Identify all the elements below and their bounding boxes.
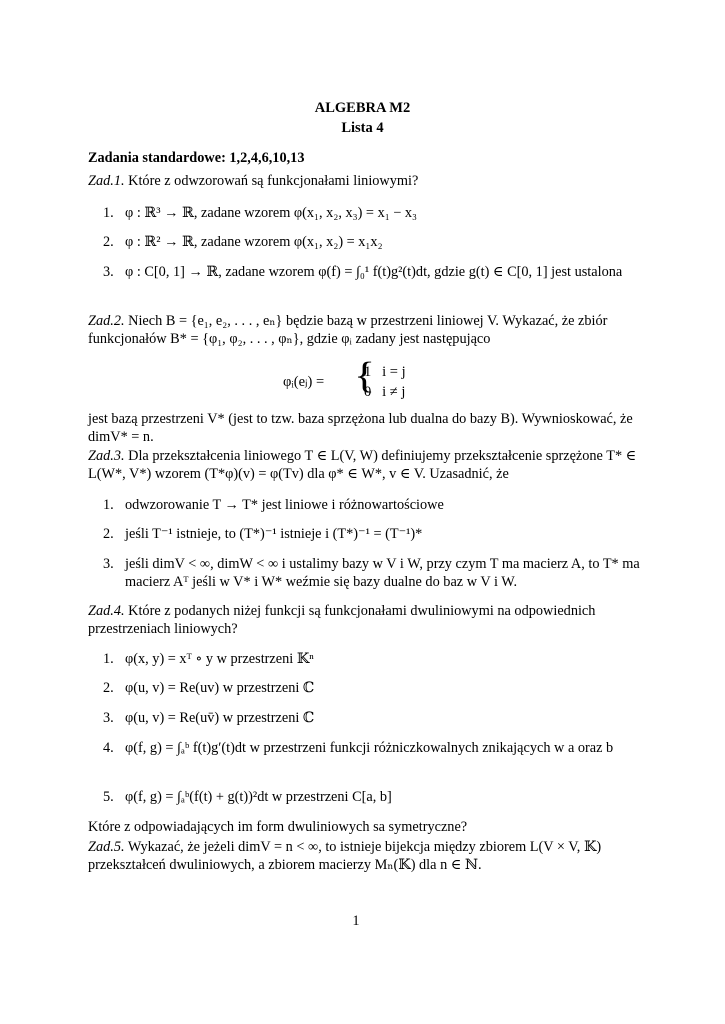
task-1-item-1 — [103, 205, 643, 223]
task-1-item-3 — [103, 264, 643, 282]
task-3-item-3 — [103, 556, 643, 592]
item-text: φ(f, g) = ∫ₐᵇ f(t)g′(t)dt w przestrzeni funkcji różniczkowalnych znikających w a oraz b — [125, 740, 614, 756]
item-number: 3. — [103, 264, 114, 280]
item-number: 1. — [103, 205, 114, 221]
task-1-text: Które z odwzorowań są funkcjonałami liniowymi? — [124, 173, 419, 189]
item-text: φ(f, g) = ∫ₐᵇ(f(t) + g(t))²dt w przestrzeni C[a, b] — [125, 789, 392, 805]
task-4-label: Zad.4. — [88, 603, 125, 619]
item-number: 1. — [103, 651, 114, 667]
task-5-label: Zad.5. — [88, 839, 125, 855]
task-4-item-5 — [103, 789, 643, 807]
item-text: φ(u, v) = Re(uv) w przestrzeni ℂ — [125, 680, 315, 696]
task-3-item-1 — [103, 497, 643, 515]
task-2-text: Niech B = {e₁, e₂, . . . , eₙ} będzie bazą w przestrzeni liniowej V. Wykazać, że zbiór funkcjonałów B* = {φ₁, φ₂, . . . , φₙ}, gdzie φᵢ zadany jest następująco — [88, 313, 608, 347]
task-1-label: Zad.1. — [88, 173, 125, 189]
task-2-intro — [88, 313, 648, 349]
item-number: 3. — [103, 556, 114, 572]
task-2-conclusion: jest bazą przestrzeni V* (jest to tzw. baza sprzężona lub dualna do bazy B). Wywnioskować, że dimV* = n. — [88, 411, 633, 445]
task-4-item-1 — [103, 651, 643, 669]
item-number: 4. — [103, 740, 114, 756]
task-4-intro — [88, 603, 648, 639]
item-text: odwzorowanie T → T* jest liniowe i różnowartościowe — [125, 497, 444, 513]
item-number: 1. — [103, 497, 114, 513]
standard-tasks-heading: Zadania standardowe: 1,2,4,6,10,13 — [88, 150, 305, 166]
task-5-text: Wykazać, że jeżeli dimV = n < ∞, to istnieje bijekcja między zbiorem L(V × V, 𝕂) przekształceń dwuliniowych, a zbiorem macierzy Mₙ(𝕂) dla n ∈ ℕ. — [88, 839, 602, 873]
task-3-intro — [88, 448, 648, 484]
item-text: φ(x, y) = xᵀ ∘ y w przestrzeni 𝕂ⁿ — [125, 651, 314, 667]
left-brace: { — [354, 361, 376, 396]
list-title: Lista 4 — [341, 120, 384, 136]
item-text: jeśli T⁻¹ istnieje, to (T*)⁻¹ istnieje i (T*)⁻¹ = (T⁻¹)* — [125, 526, 423, 542]
cases-lhs: φᵢ(eⱼ) = — [283, 374, 325, 390]
task-1-intro — [88, 173, 648, 191]
item-text: φ : C[0, 1] → ℝ, zadane wzorem φ(f) = ∫₀¹ f(t)g²(t)dt, gdzie g(t) ∈ C[0, 1] jest ustalona — [125, 264, 623, 280]
page-number: 1 — [352, 913, 360, 929]
cases-case-1: 1 i = j — [364, 364, 406, 380]
task-4-text: Które z podanych niżej funkcji są funkcjonałami dwuliniowymi na odpowiednich przestrzeniach liniowych? — [88, 603, 596, 637]
task-2-label: Zad.2. — [88, 313, 125, 329]
task-4-item-2 — [103, 680, 643, 698]
task-5-intro — [88, 839, 648, 875]
task-3-item-2 — [103, 526, 643, 544]
item-number: 5. — [103, 789, 114, 805]
course-title: ALGEBRA M2 — [314, 100, 411, 116]
task-4-item-4 — [103, 740, 643, 758]
item-text: φ(u, v) = Re(uv̄) w przestrzeni ℂ — [125, 710, 315, 726]
task-4-item-3 — [103, 710, 643, 728]
cases-case-2: 0 i ≠ j — [364, 384, 406, 400]
item-text: φ : ℝ³ → ℝ, zadane wzorem φ(x₁, x₂, x₃) = x₁ − x₃ — [125, 205, 418, 221]
item-number: 2. — [103, 526, 114, 542]
task-1-item-2 — [103, 234, 643, 252]
item-number: 2. — [103, 680, 114, 696]
item-number: 2. — [103, 234, 114, 250]
item-text: jeśli dimV < ∞, dimW < ∞ i ustalimy bazy w V i W, przy czym T ma macierz A, to T* ma macierz Aᵀ jeśli w V* i W* weźmie się bazy dualne do baz w V i W. — [125, 556, 640, 590]
dual-basis-cases-formula — [250, 361, 550, 401]
task-3-text: Dla przekształcenia liniowego T ∈ L(V, W) definiujemy przekształcenie sprzężone T* ∈ L(W*, V*) wzorem (T*φ)(v) = φ(Tv) dla φ* ∈ W*, v ∈ V. Uzasadnić, że — [88, 448, 637, 482]
document-header — [0, 98, 725, 138]
item-text: φ : ℝ² → ℝ, zadane wzorem φ(x₁, x₂) = x₁x₂ — [125, 234, 383, 250]
task-3-label: Zad.3. — [88, 448, 125, 464]
item-number: 3. — [103, 710, 114, 726]
task-4-symmetry-question: Które z odpowiadających im form dwuliniowych sa symetryczne? — [88, 819, 468, 835]
